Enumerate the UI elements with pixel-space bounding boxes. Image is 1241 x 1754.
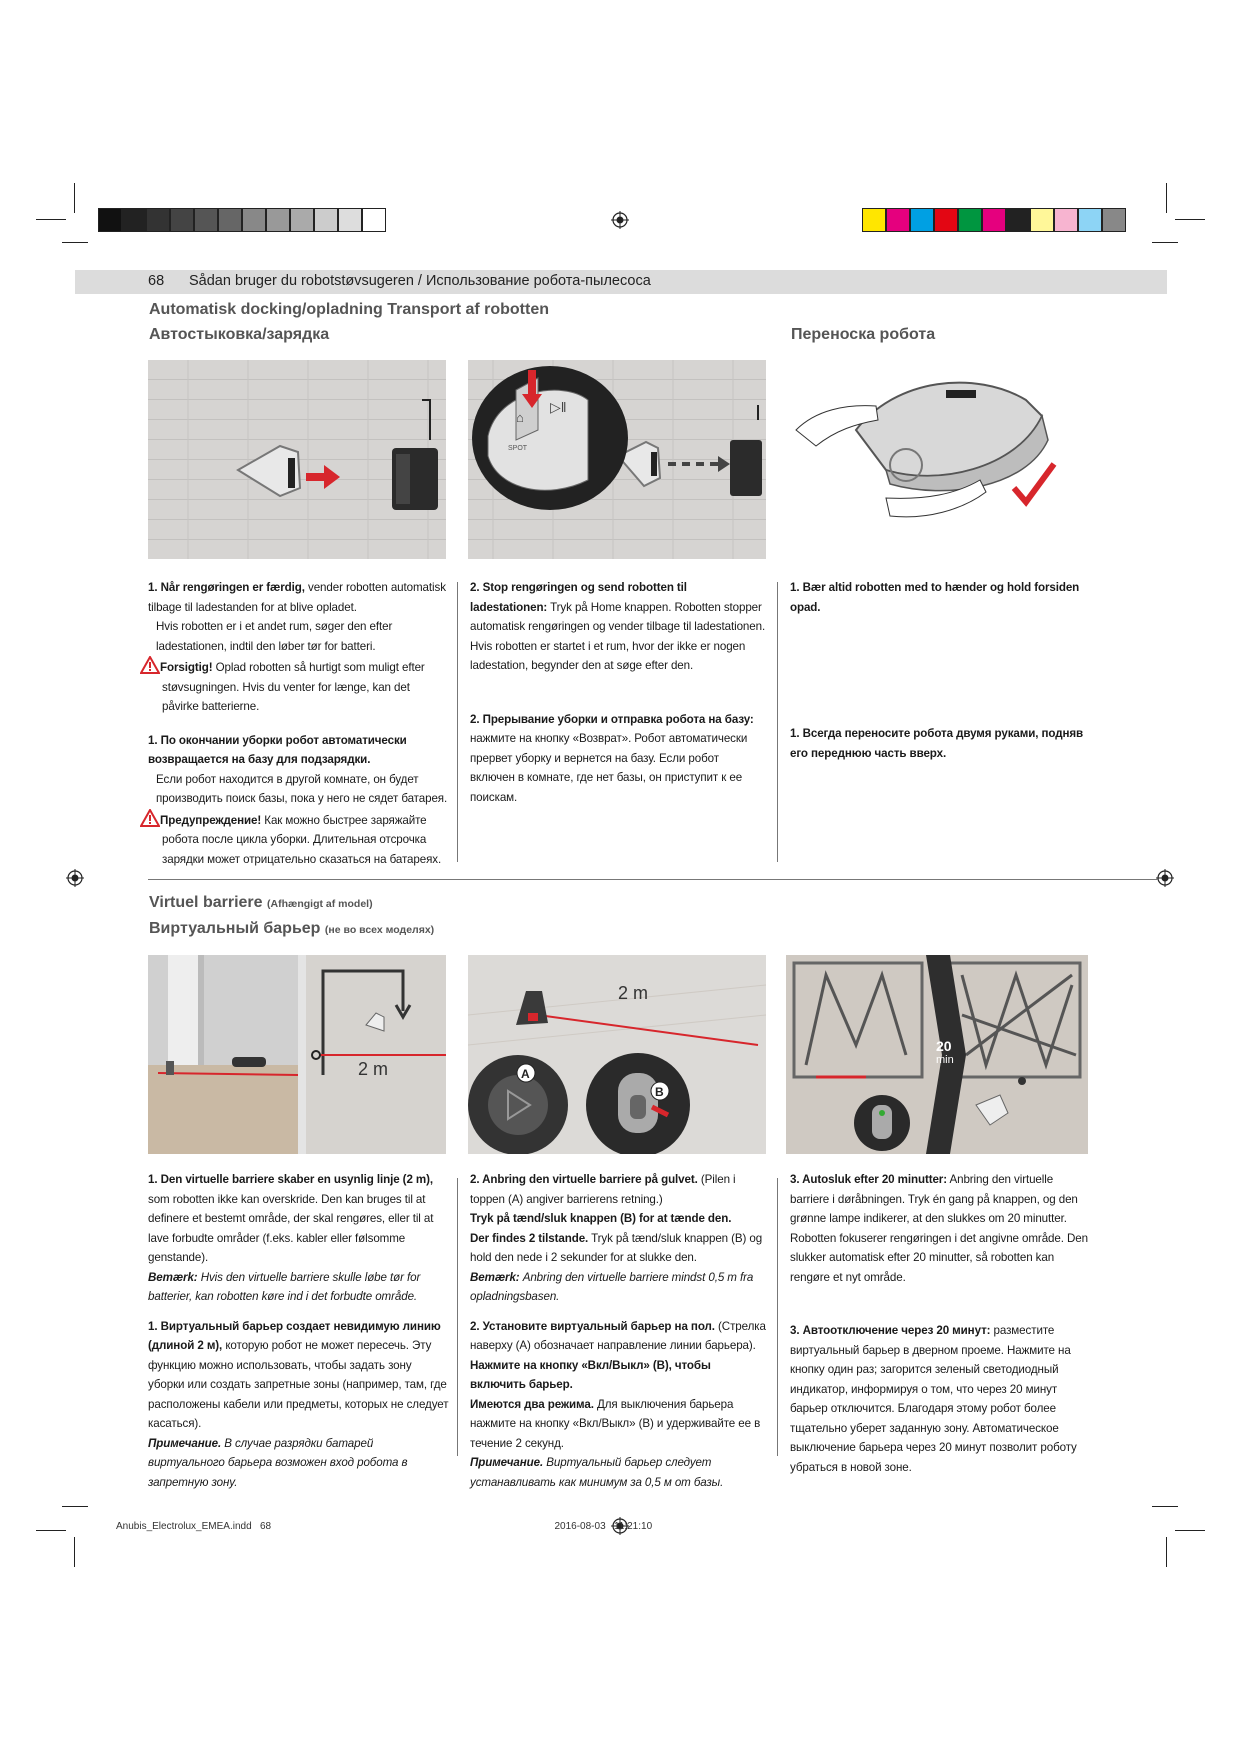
- figure-barrier-line: [148, 955, 446, 1154]
- step-text: som robotten ikke kan overskride. Den kan bruges til at definere et bestemt område, der skal rengøres, eller til at lave forbudte områder (f.eks. kabler eller følsomme genstande).: [148, 1192, 434, 1264]
- text-col1-bottom: [148, 1170, 450, 1492]
- grayscale-bar: [98, 208, 386, 232]
- step-heading: 2. Anbring den virtuelle barriere på gulvet.: [470, 1173, 698, 1186]
- timer-unit: min: [936, 1054, 954, 1066]
- step-heading: 2. Установите виртуальный барьер на пол.: [470, 1319, 715, 1333]
- step-heading: 1. Виртуальный барьер создает невидимую линию (длиной 2 м),: [148, 1319, 441, 1352]
- figure-autoshutoff: [786, 955, 1088, 1154]
- crop-mark: [1175, 1530, 1205, 1531]
- step-bold: Нажмите на кнопку «Вкл/Выкл» (B), чтобы включить барьер.: [470, 1358, 711, 1391]
- step-text: (Pilen i toppen (A) angiver barrierens retning.): [470, 1173, 736, 1206]
- svg-text:⌂: ⌂: [516, 410, 524, 425]
- page-number: 68: [148, 273, 165, 289]
- print-slug: Anubis_Electrolux_EMEA.indd 68 2016-08-03 11:21:10: [116, 1521, 653, 1532]
- step-heading: 3. Autosluk efter 20 minutter:: [790, 1173, 947, 1186]
- section-title-docking-da: Automatisk docking/opladning Transport af robotten: [149, 301, 550, 318]
- step-text: (Стрелка наверху (A) обозначает направление линии барьера).: [470, 1319, 766, 1352]
- svg-text:▷‖: ▷‖: [550, 399, 567, 415]
- text-col2-bottom: [470, 1170, 768, 1492]
- column-divider: [457, 582, 458, 862]
- note-label: Примечание.: [470, 1456, 544, 1469]
- crop-mark: [1175, 219, 1205, 220]
- step-heading: 2. Прерывание уборки и отправка робота на базу:: [470, 712, 754, 726]
- figure-auto-docking: [148, 360, 446, 559]
- figure-home-button: [468, 360, 766, 559]
- step-heading: 1. Всегда переносите робота двумя руками, подняв его переднюю часть вверх.: [790, 727, 1084, 760]
- distance-label: 2 m: [618, 983, 649, 1003]
- registration-mark-left: [66, 869, 84, 887]
- note-text: Hvis den virtuelle barriere skulle løbe tør for batterier, kan robotten køre ind i det forbudte område.: [148, 1270, 421, 1303]
- crop-mark: [62, 242, 88, 243]
- section-title-barrier-ru: Виртуальный барьер (не во всех моделях): [149, 920, 435, 937]
- section-title-transport-ru: Переноска робота: [791, 326, 936, 343]
- note-text: Anbring den virtuelle barriere mindst 0,5 m fra opladningsbasen.: [470, 1270, 754, 1303]
- step-heading: 2. Stop rengøringen og send robotten til ladestationen:: [470, 581, 687, 614]
- page-header-title: Sådan bruger du robotstøvsugeren / Использование робота-пылесоса: [189, 273, 651, 289]
- step-bold: Имеются два режима.: [470, 1397, 594, 1411]
- crop-mark: [1152, 242, 1178, 243]
- note-text: В случае разрядки батарей виртуального барьера возможен вход робота в запретную зону.: [148, 1436, 408, 1489]
- warning-text: Oplad robotten så hurtigt som muligt efter støvsugningen. Hvis du venter for længe, kan det påvirke batterierne.: [162, 661, 425, 713]
- warning-label: Предупреждение!: [160, 813, 262, 827]
- step-text: Tryk på tænd/sluk knappen (B) og hold den nede i 2 sekunder for at slukke den.: [470, 1231, 763, 1264]
- spot-label: SPOT: [508, 445, 528, 452]
- step-text: Если робот находится в другой комнате, он будет производить поиск базы, пока у него не сядет батарея.: [156, 772, 448, 805]
- warning-label: Forsigtig!: [160, 661, 213, 674]
- crop-mark: [74, 183, 75, 213]
- crop-mark: [62, 1506, 88, 1507]
- text-col3-bottom: [790, 1170, 1090, 1477]
- distance-label: 2 m: [358, 1059, 389, 1079]
- step-text: нажмите на кнопку «Возврат». Робот автоматически прервет уборку и вернется на базу. Если робот включен в комнате, где нет базы, он приступит к ее поискам.: [470, 732, 748, 804]
- text-col2-top: [470, 578, 766, 807]
- step-heading: 1. По окончании уборки робот автоматически возвращается на базу для подзарядки.: [148, 733, 407, 766]
- timer-value: 20: [936, 1038, 952, 1054]
- section-title-barrier-da: Virtuel barriere (Afhængigt af model): [149, 894, 373, 911]
- registration-mark-top: [611, 211, 629, 229]
- figure-carry-robot: [786, 360, 1086, 559]
- crop-mark: [36, 1530, 66, 1531]
- step-heading: 1. Når rengøringen er færdig,: [148, 581, 305, 594]
- column-divider: [457, 1178, 458, 1456]
- color-bar: [862, 208, 1126, 232]
- section-divider: [148, 879, 1158, 880]
- note-label: Примечание.: [148, 1436, 222, 1450]
- note-label: Bemærk:: [470, 1270, 520, 1284]
- label-b: B: [655, 1085, 664, 1099]
- step-text: Anbring den virtuelle barriere i døråbningen. Tryk én gang på knappen, og den grønne lampe indikerer, at den slukkes om 20 minutter. Robotten fokuserer rengøringen i det angivne område. Den slukker automatisk efter 20 minutter, så robotten kan rengøre et nyt område.: [790, 1173, 1088, 1284]
- registration-mark-right: [1156, 869, 1174, 887]
- column-divider: [777, 582, 778, 862]
- crop-mark: [74, 1537, 75, 1567]
- step-bold: Tryk på tænd/sluk knappen (B) for at tænde den.: [470, 1212, 732, 1225]
- step-text: разместите виртуальный барьер в дверном проеме. Нажмите на кнопку один раз; загорится зеленый светодиодный индикатор, информируя о том, что через 20 минут барьер отключится. Благодаря этому робот более тщательно уберет заданную зону. Автоматическое выключение барьера через 20 минут позволит роботу убраться в новой зоне.: [790, 1324, 1077, 1474]
- warning-icon: [140, 809, 160, 827]
- text-col1-top: [148, 578, 448, 869]
- step-text: vender robotten automatisk tilbage til ladestanden for at blive opladet.: [148, 581, 446, 614]
- step-heading: 1. Bær altid robotten med to hænder og hold forsiden opad.: [790, 581, 1080, 614]
- note-label: Bemærk:: [148, 1270, 198, 1284]
- crop-mark: [1166, 1537, 1167, 1567]
- step-text: Hvis robotten er i et andet rum, søger den efter ladestationen, indtil den løber tør for batteri.: [156, 620, 393, 653]
- warning-icon: [140, 656, 160, 674]
- crop-mark: [1152, 1506, 1178, 1507]
- step-bold: Der findes 2 tilstande.: [470, 1231, 589, 1245]
- step-heading: 3. Автоотключение через 20 минут:: [790, 1324, 991, 1337]
- text-col3-top: [790, 578, 1090, 763]
- step-text: Для выключения барьера нажмите на кнопку «Вкл/Выкл» (B) и удерживайте ее в течение 2 секунд.: [470, 1397, 761, 1450]
- column-divider: [777, 1178, 778, 1456]
- step-text: которую робот не может пересечь. Эту функцию можно использовать, чтобы задать зону уборки или создать запретные зоны (например, там, где расположены кабели или предметы, которых не следует касаться).: [148, 1339, 449, 1430]
- figure-barrier-device: [468, 955, 766, 1154]
- crop-mark: [36, 219, 66, 220]
- page-header: [75, 270, 1167, 294]
- section-title-docking-ru: Автостыковка/зарядка: [149, 326, 330, 343]
- label-a: A: [521, 1067, 530, 1081]
- crop-mark: [1166, 183, 1167, 213]
- note-text: Виртуальный барьер следует устанавливать как минимум за 0,5 м от базы.: [470, 1456, 724, 1489]
- step-heading: 1. Den virtuelle barriere skaber en usynlig linje (2 m),: [148, 1173, 433, 1186]
- step-text: Tryk på Home knappen. Robotten stopper automatisk rengøringen og vender tilbage til ladestationen. Hvis robotten er startet i et rum, hvor der ikke er nogen ladestation, begynder den at søge efter den.: [470, 600, 766, 672]
- warning-text: Как можно быстрее заряжайте робота после цикла уборки. Длительная отсрочка зарядки может отрицательно сказаться на батареях.: [162, 813, 442, 866]
